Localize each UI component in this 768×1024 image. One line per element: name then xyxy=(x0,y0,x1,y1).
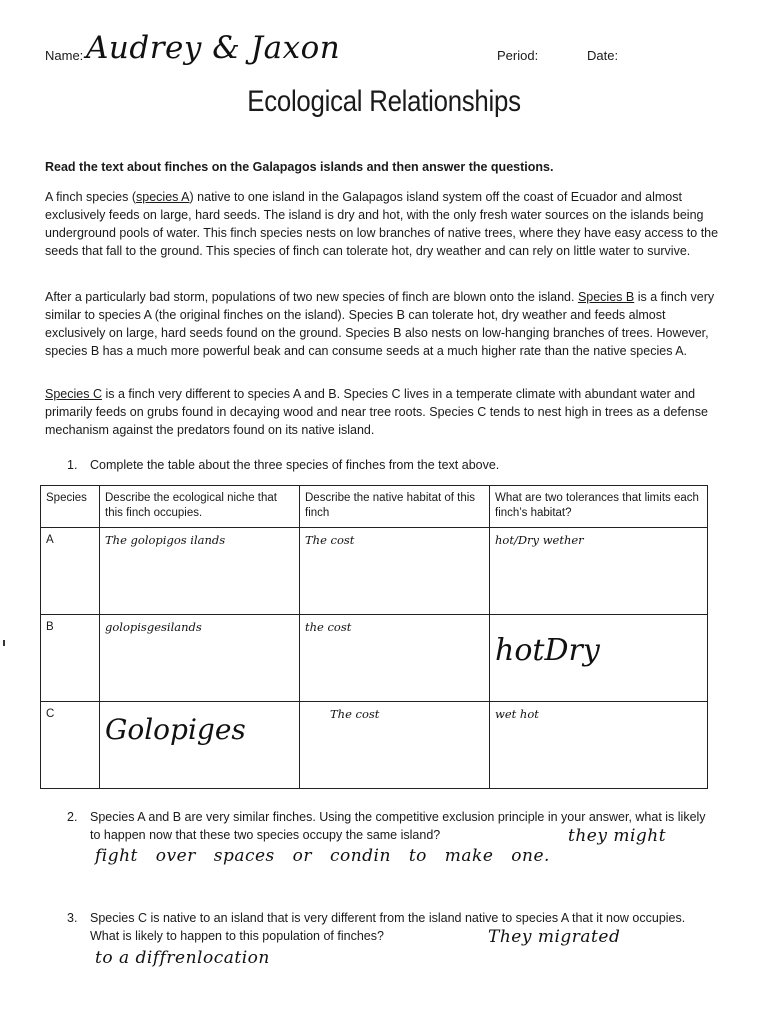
niche-answer[interactable]: golopisgesilands xyxy=(100,615,300,702)
paragraph-text: A finch species ( xyxy=(45,190,137,204)
header-habitat: Describe the native habitat of this finch xyxy=(300,486,490,528)
tolerance-answer[interactable]: hot/Dry wether xyxy=(490,528,708,615)
name-label: Name: xyxy=(45,48,84,63)
question-text: Species A and B are very similar finches. Using the competitive exclusion principle in your answer, what is likely to happen now that these two species occupy the same island? xyxy=(90,810,706,842)
date-label: Date: xyxy=(587,48,619,63)
question-text: Complete the table about the three species of finches from the text above. xyxy=(90,458,500,472)
habitat-answer[interactable]: The cost xyxy=(300,702,490,789)
answer-3-line-1[interactable]: They migrated xyxy=(488,927,621,947)
niche-answer[interactable]: Golopiges xyxy=(100,702,300,789)
habitat-answer[interactable]: the cost xyxy=(300,615,490,702)
tolerance-answer[interactable]: wet hot xyxy=(490,702,708,789)
paragraph-text: is a finch very similar to species A (the original finches on the island). Species B can tolerate hot, dry weather and feeds almost exclusively on large, hard seeds found on the ground. Species B also nests on low-hanging branches of trees. However, species B has a much more powerful beak and can consume seeds at a much higher rate than the native species A. xyxy=(45,290,715,358)
paragraph-text: After a particularly bad storm, populations of two new species of finch are blown onto the island. xyxy=(45,290,578,304)
species-c-underlined: Species C xyxy=(45,387,102,401)
species-b-underlined: Species B xyxy=(577,290,635,304)
name-handwritten-value: Audrey & Jaxon xyxy=(86,30,341,66)
header-species: Species xyxy=(41,486,100,528)
question-number: 1. xyxy=(67,458,78,472)
table-header-row xyxy=(41,486,708,528)
table-row xyxy=(41,702,708,789)
species-cell: C xyxy=(41,702,100,789)
table-row xyxy=(41,615,708,702)
paragraph-species-b xyxy=(45,288,725,360)
finch-table xyxy=(40,485,708,789)
answer-3-line-2[interactable]: to a diffrenlocation xyxy=(95,948,270,968)
period-label: Period: xyxy=(497,48,539,63)
answer-2-line-2[interactable]: fight over spaces or condin to make one. xyxy=(95,846,550,866)
question-number: 3. xyxy=(67,911,78,925)
paragraph-text: is a finch very different to species A and B. Species C lives in a temperate climate with abundant water and primarily feeds on grubs found in decaying wood and near tree roots. Species C tends to nest high in trees as a defense mechanism against the predators found on its native island. xyxy=(45,387,708,437)
tolerance-answer[interactable]: hotDry xyxy=(490,615,708,702)
paragraph-species-c xyxy=(45,385,725,439)
niche-answer[interactable]: The golopigos ilands xyxy=(100,528,300,615)
answer-2-line-1[interactable]: they might xyxy=(568,826,667,846)
header-niche: Describe the ecological niche that this finch occupies. xyxy=(100,486,300,528)
habitat-answer[interactable]: The cost xyxy=(300,528,490,615)
species-cell: A xyxy=(41,528,100,615)
species-cell: B xyxy=(41,615,100,702)
paragraph-species-a xyxy=(45,188,725,260)
header-tolerances: What are two tolerances that limits each finch’s habitat? xyxy=(490,486,708,528)
margin-mark xyxy=(3,640,5,646)
page-title: Ecological Relationships xyxy=(247,85,521,118)
species-a-underlined: species A xyxy=(136,190,190,204)
paragraph-text: ) native to one island in the Galapagos island system off the coast of Ecuador and almost exclusively feeds on large, hard seeds. The island is dry and hot, with the only fresh water sources on the islands being underground pools of water. This finch species nests on low branches of native trees, where they have easy access to the seeds that fall to the ground. This species of finch can tolerate hot, dry weather and can rely on little water to survive. xyxy=(45,190,719,258)
table-row xyxy=(41,528,708,615)
question-text: Species C is native to an island that is very different from the island native to species A that it now occupies. What is likely to happen to this population of finches? xyxy=(90,911,686,943)
instructions: Read the text about finches on the Galapagos islands and then answer the questions. xyxy=(45,160,554,174)
question-number: 2. xyxy=(67,810,78,824)
